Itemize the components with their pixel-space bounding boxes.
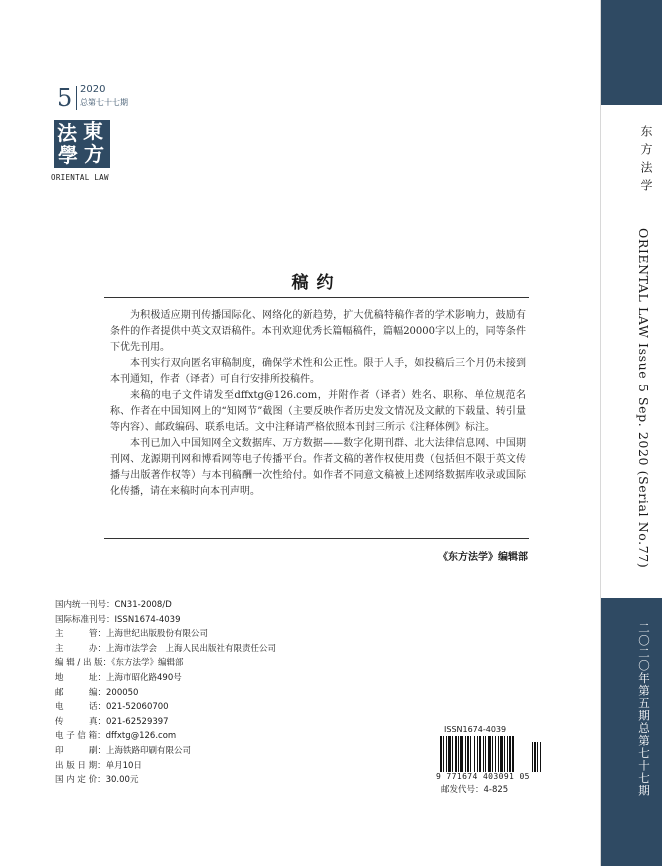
- imprint-label: 主 办：: [55, 643, 107, 654]
- spine-issue-cn: 二〇二〇年第五期总第七十七期: [637, 622, 651, 797]
- barcode-bar: [498, 736, 499, 772]
- barcode-bar: [448, 736, 451, 772]
- imprint-value: 上海市法学会 上海人民出版社有限责任公司: [106, 643, 277, 654]
- issue-year: 2020: [80, 84, 106, 95]
- spine-top-band: [601, 0, 662, 105]
- barcode-addon-bar: [532, 742, 533, 772]
- imprint-label: 传 真：: [55, 716, 107, 727]
- barcode-bar: [507, 736, 508, 772]
- spine-bottom-band: [601, 598, 662, 866]
- barcode-addon: 05: [519, 772, 530, 781]
- barcode-bar: [488, 736, 491, 772]
- barcode-bar: [479, 736, 481, 772]
- logo-char: 東: [83, 119, 103, 143]
- imprint-row: [55, 613, 276, 628]
- barcode-number: 9 771674 403091: [436, 772, 515, 781]
- notice-paragraph: 来稿的电子文件请发至dffxtg@126.com，并附作者（译者）姓名、职称、单位规范名称、作者在中国知网上的“知网节”截图（主要反映作者历史发文情况及文献的下载量、转引量等内容）、邮政编码、联系电话。文中注释请严格依照本刊封三所示《注释体例》标注。: [110, 390, 526, 433]
- imprint-label: 电 话：: [55, 702, 107, 713]
- barcode-bar: [460, 736, 463, 772]
- imprint-value: 上海世纪出版股份有限公司: [106, 629, 209, 640]
- journal-logo: [54, 120, 110, 168]
- barcode-bar: [509, 736, 511, 772]
- imprint-label: 电 子 信 箱：: [55, 731, 106, 742]
- notice-title: 稿约: [291, 273, 342, 293]
- imprint-row: [55, 773, 276, 788]
- imprint-row: [55, 759, 276, 774]
- logo-caption: ORIENTAL LAW: [51, 173, 109, 182]
- barcode-bar: [495, 736, 496, 772]
- notice-rule-bottom: [104, 538, 529, 539]
- barcode-block: [436, 725, 546, 783]
- imprint-value: 30.00元: [105, 775, 139, 786]
- barcode-bar: [485, 736, 486, 772]
- barcode-bar: [474, 736, 475, 772]
- imprint-value: dffxtg@126.com: [105, 731, 177, 742]
- imprint-row: [55, 627, 276, 642]
- barcode-bar: [492, 736, 493, 772]
- barcode-bar: [458, 736, 459, 772]
- barcode-bar: [455, 736, 457, 772]
- imprint-value: CN31-2008/D: [114, 600, 172, 610]
- issue-serial: 总第七十七期: [80, 98, 128, 107]
- imprint-label: 国内统一刊号：: [55, 600, 115, 610]
- imprint-label: 国际标准刊号：: [55, 614, 115, 625]
- imprint-row: [55, 729, 276, 744]
- imprint-label: 编 辑 / 出 版：: [55, 658, 112, 669]
- imprint-row: [55, 700, 276, 715]
- notice-paragraph: 为积极适应期刊传播国际化、网络化的新趋势，扩大优稿特稿作者的学术影响力，鼓励有条件的作者提供中英文双语稿件。本刊欢迎优秀长篇幅稿件，篇幅20000字以上的，同等条件下优先刊用。: [110, 310, 526, 353]
- spine-title-cn: 东方法学: [639, 125, 653, 197]
- barcode-addon-bar: [537, 742, 538, 772]
- barcode-bar: [465, 736, 466, 772]
- imprint-row: [55, 671, 276, 686]
- imprint-value: ISSN1674-4039: [114, 614, 181, 625]
- postal-code: 邮发代号：4-825: [441, 785, 509, 795]
- barcode-bar: [440, 736, 442, 772]
- notice-paragraph: 本刊实行双向匿名审稿制度，确保学术性和公正性。限于人手，如投稿后三个月仍未接到本刊通知，作者（译者）可自行安排所投稿件。: [110, 358, 526, 385]
- logo-char: 方: [84, 142, 104, 166]
- imprint-label: 主 管：: [55, 629, 107, 640]
- barcode-bar: [512, 736, 514, 772]
- notice-body: [110, 308, 526, 500]
- imprint-row: [55, 715, 276, 730]
- imprint-row: [55, 686, 276, 701]
- barcode-bar: [467, 736, 469, 772]
- barcode-bar: [452, 736, 453, 772]
- imprint-list: [55, 598, 276, 788]
- issue-divider: [76, 86, 77, 110]
- barcode-addon-bar: [534, 742, 536, 772]
- imprint-value: 上海铁路印刷有限公司: [106, 745, 192, 756]
- imprint-label: 国 内 定 价：: [55, 775, 106, 786]
- logo-char: 學: [58, 143, 78, 167]
- barcode-bar: [446, 736, 447, 772]
- barcode-bar: [500, 736, 503, 772]
- imprint-value: 021-52060700: [106, 702, 169, 713]
- notice-signature: 《东方法学》编辑部: [438, 552, 528, 563]
- notice-rule-top: [104, 297, 529, 298]
- imprint-value: 单月10日: [105, 760, 142, 771]
- barcode-bar: [483, 736, 484, 772]
- barcode-bar: [443, 736, 444, 772]
- barcode-digits: [436, 772, 546, 783]
- imprint-row: [55, 744, 276, 759]
- imprint-value: 《东方法学》编辑部: [111, 658, 184, 669]
- imprint-label: 印 刷：: [55, 745, 107, 756]
- imprint-value: 上海市昭化路490号: [106, 672, 182, 683]
- imprint-label: 邮 编：: [55, 687, 107, 698]
- imprint-value: 021-62529397: [106, 716, 169, 727]
- issue-number: 5: [57, 84, 73, 112]
- barcode-bar: [504, 736, 505, 772]
- barcode-image: [436, 736, 546, 772]
- imprint-label: 地 址：: [55, 672, 107, 683]
- barcode-bar: [477, 736, 478, 772]
- barcode-addon-bar: [540, 742, 541, 772]
- logo-char: 法: [57, 121, 77, 145]
- imprint-row: [55, 598, 276, 613]
- imprint-row: [55, 642, 276, 657]
- spine-title-en: ORIENTAL LAW Issue 5 Sep. 2020 (Serial No.77): [636, 228, 651, 569]
- imprint-value: 200050: [106, 687, 139, 698]
- imprint-row: [55, 656, 276, 671]
- barcode-issn: ISSN1674-4039: [444, 725, 507, 734]
- notice-paragraph: 本刊已加入中国知网全文数据库、万方数据——数字化期刊群、北大法律信息网、中国期刊网、龙源期刊网和博看网等电子传播平台。作者文稿的著作权使用费（包括但不限于英文传播与出版著作权等）与本刊稿酬一次性给付。如作者不同意文稿被上述网络数据库收录或国际化传播，请在来稿时向本刊声明。: [110, 438, 526, 497]
- imprint-label: 出 版 日 期：: [55, 760, 106, 771]
- barcode-bar: [470, 736, 471, 772]
